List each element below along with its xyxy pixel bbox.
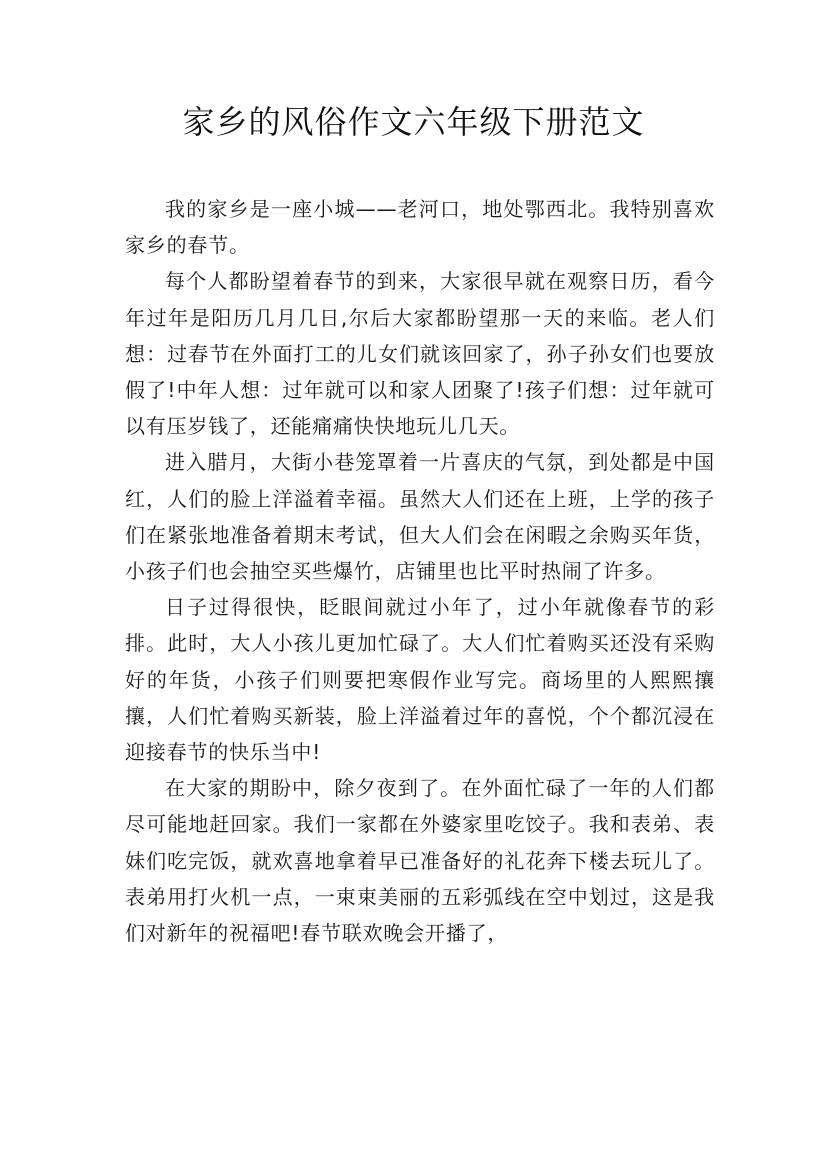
paragraph-4: 日子过得很快，眨眼间就过小年了，过小年就像春节的彩排。此时，大人小孩儿更加忙碌了。大人们忙着购买还没有采购好的年货，小孩子们则要把寒假作业写完。商场里的人熙熙攘攘，人们忙着购买新装，脸上洋溢着过年的喜悦，个个都沉浸在迎接春节的快乐当中! xyxy=(125,595,715,765)
document-body xyxy=(125,191,715,951)
paragraph-1: 我的家乡是一座小城——老河口，地处鄂西北。我特别喜欢家乡的春节。 xyxy=(125,197,715,258)
paragraph-3: 进入腊月，大街小巷笼罩着一片喜庆的气氛，到处都是中国红，人们的脸上洋溢着幸福。虽然大人们还在上班，上学的孩子们在紧张地准备着期末考试，但大人们会在闲暇之余购买年货，小孩子们也会抽空买些爆竹，店铺里也比平时热闹了许多。 xyxy=(125,450,715,584)
paragraph-2: 每个人都盼望着春节的到来，大家很早就在观察日历，看今年过年是阳历几月几日,尔后大家都盼望那一天的来临。老人们想：过春节在外面打工的儿女们就该回家了，孙子孙女们也要放假了!中年人想：过年就可以和家人团聚了!孩子们想：过年就可以有压岁钱了，还能痛痛快快地玩儿几天。 xyxy=(125,269,715,439)
document-title: 家乡的风俗作文六年级下册范文 xyxy=(182,103,645,141)
paragraph-5: 在大家的期盼中，除夕夜到了。在外面忙碌了一年的人们都尽可能地赶回家。我们一家都在外婆家里吃饺子。我和表弟、表妹们吃完饭，就欢喜地拿着早已准备好的礼花奔下楼去玩儿了。表弟用打火机一点，一束束美丽的五彩弧线在空中划过，这是我们对新年的祝福吧!春节联欢晚会开播了， xyxy=(125,776,715,946)
